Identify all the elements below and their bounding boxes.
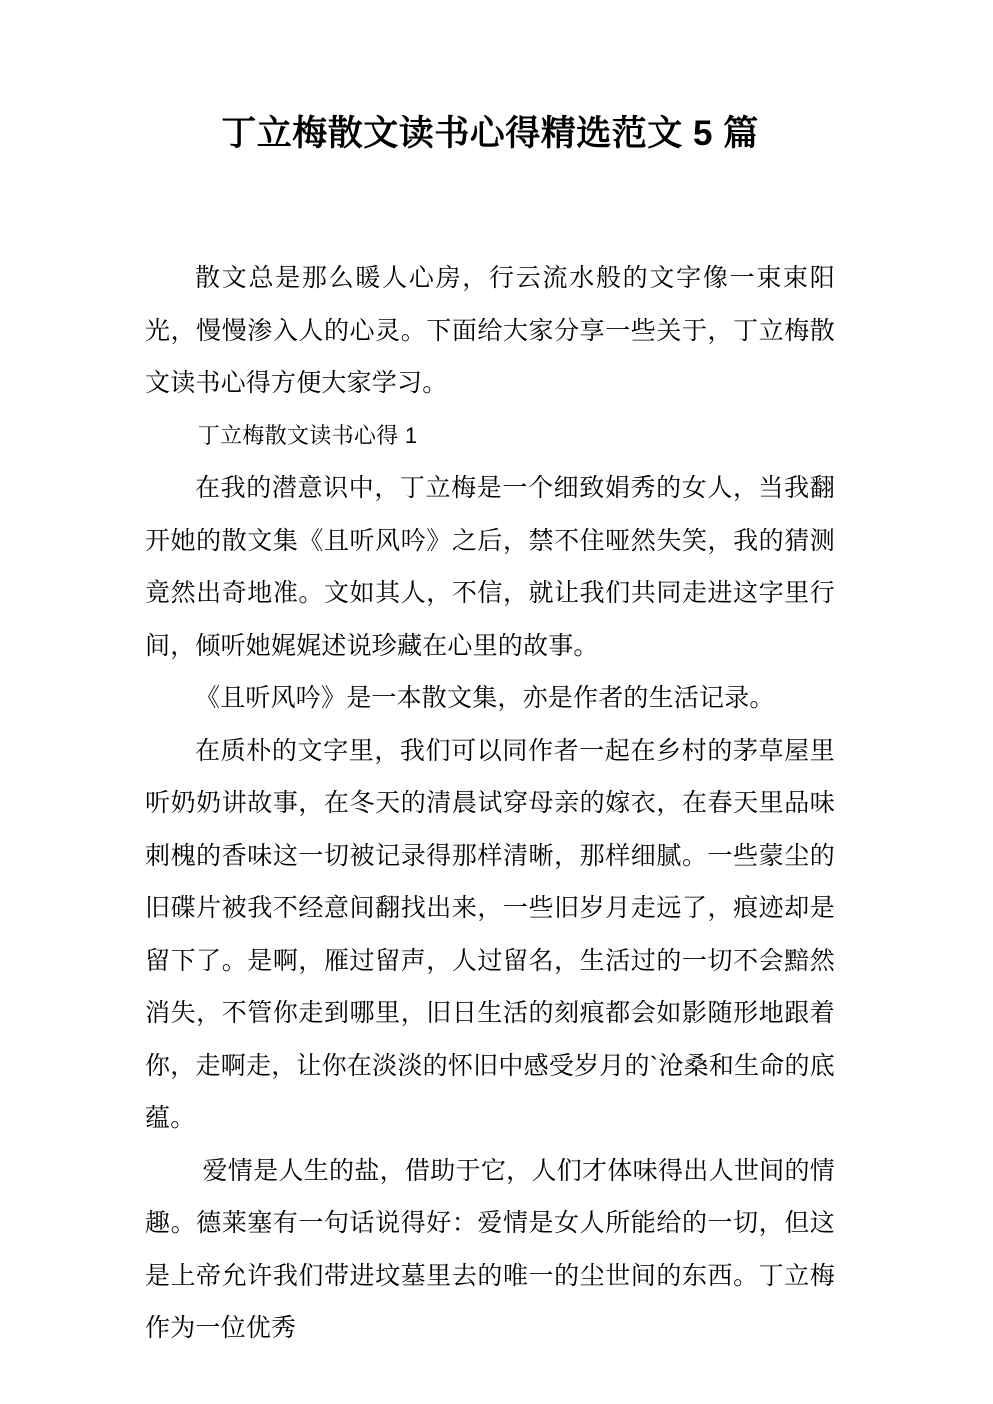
- document-title: 丁立梅散文读书心得精选范文 5 篇: [221, 114, 759, 153]
- document-body: [145, 0, 835, 1355]
- section-heading-1: 丁立梅散文读书心得 1: [197, 422, 418, 448]
- paragraph-body-2: 《且听风吟》是一本散文集，亦是作者的生活记录。: [195, 684, 775, 712]
- paragraph-body-4: 爱情是人生的盐，借助于它，人们才体味得出人世间的情趣。德莱塞有一句话说得好：爱情是女人所能给的一切，但这是上帝允许我们带进坟墓里去的唯一的尘世间的东西。丁立梅作为一位优秀: [145, 1156, 835, 1342]
- paragraph-body-3: 在质朴的文字里，我们可以同作者一起在乡村的茅草屋里听奶奶讲故事，在冬天的清晨试穿母亲的嫁衣，在春天里品味刺槐的香味这一切被记录得那样清晰，那样细腻。一些蒙尘的旧碟片被我不经意间翻找出来，一些旧岁月走远了，痕迹却是留下了。是啊，雁过留声，人过留名，生活过的一切不会黯然消失，不管你走到哪里，旧日生活的刻痕都会如影随形地跟着你，走啊走，让你在淡淡的怀旧中感受岁月的`沧桑和生命的底蕴。: [145, 736, 835, 1132]
- paragraph-body-1: 在我的潜意识中，丁立梅是一个细致娟秀的女人，当我翻开她的散文集《且听风吟》之后，禁不住哑然失笑，我的猜测竟然出奇地准。文如其人，不信，就让我们共同走进这字里行间，倾听她娓娓述说珍藏在心里的故事。: [145, 474, 835, 660]
- paragraph-intro: 散文总是那么暖人心房，行云流水般的文字像一束束阳光，慢慢渗入人的心灵。下面给大家分享一些关于，丁立梅散文读书心得方便大家学习。: [145, 264, 835, 397]
- document-content: [145, 252, 835, 1355]
